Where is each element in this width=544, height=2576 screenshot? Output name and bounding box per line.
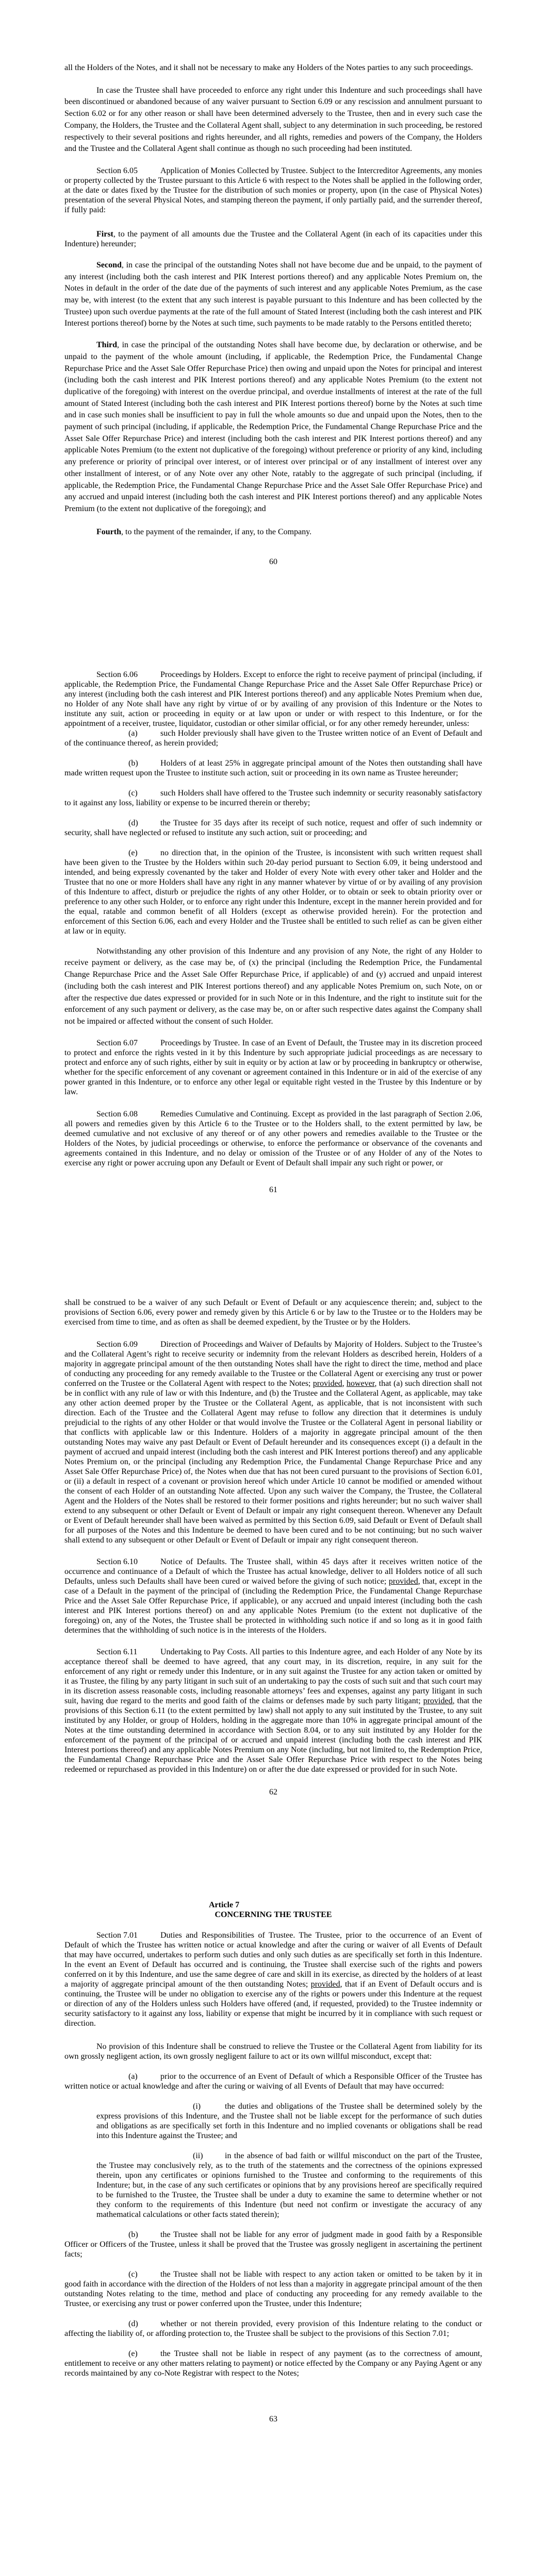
section-text: Duties and Responsibilities of Trustee. The Trustee, prior to the occurrence of an Event of Default of which the Trustee has written notice or actual knowledge and after the curing or waiver of all Events of Default that may have occurred, undertakes to perform such duties and only such duties as are specifically set forth in this Indenture. In the event an Event of Default has occurred and is continuing, the Trustee shall exercise such of the rights and powers conferred on it by this Indenture, and use the same degree of care and skill in its exercise, as directed by the holders of at least a majority of aggregate principal amount of the then outstanding Notes;: [64, 1930, 482, 1989]
underlined-term: provided: [310, 1979, 340, 1989]
section-text: , that if an Event of Default occurs and is continuing, the Trustee will be under no obligation to exercise any of the rights or powers under this Indenture at the request or direction of any of the Holders unless such Holders have offered (and, if requested, provided) to the Trustee indemnity or security satisfactory to it against any loss, liability or expense that might be incurred by it in compliance with such request or direction.: [64, 1979, 482, 2028]
underlined-term: provided: [312, 1379, 342, 1388]
clause-b: [64, 2230, 482, 2259]
section-label: Section 6.05: [96, 166, 138, 175]
underlined-term: provided: [423, 1696, 453, 1705]
section-6-09: [64, 1340, 482, 1545]
subclause-ii: [96, 2151, 482, 2219]
clause-text: the duties and obligations of the Trustee shall be determined solely by the express provisions of this Indenture, and the Trustee shall not be liable except for the performance of such duties and obligations as are specifically set forth in this Indenture and no implied covenants or obligations shall be read into this Indenture against the Trustee; and: [96, 2102, 482, 2140]
clause-b: [64, 758, 482, 778]
section-text: Proceedings by Trustee. In case of an Event of Default, the Trustee may in its discretion proceed to protect and enforce the rights vested in it by this Indenture by such appropriate judicial proceedings as are necessary to protect and enforce any of such rights, either by suit in equity or by action at law or by proceeding in bankruptcy or otherwise, whether for the specific enforcement of any covenant or agreement contained in this Indenture or in aid of the exercise of any power granted in this Indenture, or to enforce any other legal or equitable right vested in the Trustee by this Indenture or by law.: [64, 1038, 482, 1096]
section-text: , that, except in the case of a Default in the payment of the principal of (including the Redemption Price, the Fundamental Change Repurchase Price and the Asset Sale Offer Repurchase Price, if applicable), or any accrued and unpaid interest (including both the cash interest and PIK Interest portions thereof) on and any applicable Notes Premium (to the extent not duplicative of the foregoing) on, any of the Notes, the Trustee shall be protected in withholding such notice if and so long as it in good faith determines that the withholding of such notice is in the interests of the Holders.: [64, 1577, 482, 1635]
section-6-06: [64, 670, 482, 728]
clause-label: (i): [193, 2102, 201, 2111]
clause-text: such Holder previously shall have given to the Trustee written notice of an Event of Default and of the continuance thereof, as herein provided;: [64, 728, 482, 748]
section-label: Section 7.01: [96, 1930, 138, 1940]
clause-text: prior to the occurrence of an Event of Default of which a Responsible Officer of the Trustee has written notice or actual knowledge and after the curing or waiving of all Events of Default that may have occurred:: [64, 2072, 482, 2091]
priority-text: , in case the principal of the outstanding Notes shall not have become due and be unpaid, to the payment of any interest (including both the cash interest and PIK Interest portions thereof) and any applicable Notes Premium on, the Notes in default in the order of the date due of the payments of such interest and any applicable Notes Premium, as the case may be, with interest (to the extent that any such interest is payable pursuant to this Indenture and has been collected by the Trustee) upon such overdue payments at the rate of the full amount of Stated Interest (including both the cash interest and PIK Interest portions thereof) borne by the Notes at such time, such payments to be made ratably to the Persons entitled thereto;: [64, 260, 482, 328]
clause-label: (a): [128, 2072, 138, 2081]
clause-text: whether or not therein provided, every provision of this Indenture relating to the conduct or affecting the liability of, or affording protection to, the Trustee shall be subject to the provisions of this Section 7.01;: [64, 2319, 482, 2338]
section-6-08: [64, 1109, 482, 1168]
page-number: 61: [269, 1185, 277, 1194]
clause-label: (e): [128, 2349, 138, 2358]
section-text: Undertaking to Pay Costs. All parties to this Indenture agree, and each Holder of any Note by its acceptance thereof shall be deemed to have agreed, that any court may, in its discretion, require, in any suit for the enforcement of any right or remedy under this Indenture, or in any suit against the Trustee for any action taken or omitted by it as Trustee, the filing by any party litigant in such suit of an undertaking to pay the costs of such suit and that such court may in its discretion assess reasonable costs, including reasonable attorneys’ fees and expenses, against any party litigant in such suit, having due regard to the merits and good faith of the claims or defenses made by such party litigant;: [64, 1647, 482, 1705]
priority-lead: Second: [96, 260, 122, 269]
section-text: Proceedings by Holders. Except to enforce the right to receive payment of principal (including, if applicable, the Redemption Price, the Fundamental Change Repurchase Price and the Asset Sale Offer Repurchase Price) or any interest (including both the cash interest and PIK Interest portions thereof) and any applicable Notes Premium when due, no Holder of any Note shall have any right by virtue of or by availing of any provision of this Indenture or the Notes to institute any suit, action or proceeding in equity or at law upon or under or with respect to this Indenture, or for the appointment of a receiver, trustee, liquidator, custodian or other similar official, or for any other remedy hereunder, unless:: [64, 670, 482, 728]
section-label: Section 6.09: [96, 1340, 138, 1349]
section-text: Application of Monies Collected by Trustee. Subject to the Intercreditor Agreements, any monies or property collected by the Trustee pursuant to this Article 6 with respect to the Notes shall be applied in the following order, at the date or dates fixed by the Trustee for the distribution of such monies or property, upon (in the case of Physical Notes) presentation of the several Physical Notes, and stamping thereon the payment, if only partially paid, and the surrender thereof, if fully paid:: [64, 166, 482, 214]
clause-c: [64, 2269, 482, 2309]
section-label: Section 6.07: [96, 1038, 138, 1047]
section-text: , that the provisions of this Section 6.11 (to the extent permitted by law) shall not apply to any suit instituted by the Trustee, to any suit instituted by any Holder, or group of Holders, holding in the aggregate more than 10% in aggregate principal amount of the Notes at the time outstanding determined in accordance with Section 8.04, or to any suit instituted by any Holder for the enforcement of the payment of the principal of or accrued and unpaid interest (including both the cash interest and PIK Interest portions thereof) and any applicable Notes Premium on any Note (including, but not limited to, the Redemption Price, the Fundamental Change Repurchase Price and the Asset Sale Offer Repurchase Price with respect to the Notes being redeemed or repurchased as provided in this Indenture) on or after the due date expressed or provided for in such Note.: [64, 1696, 482, 1774]
underlined-term: provided: [388, 1577, 418, 1586]
clause-text: the Trustee for 35 days after its receipt of such notice, request and offer of such indemnity or security, shall have neglected or refused to institute any such action, suit or proceeding; and: [64, 818, 482, 837]
section-6-05: [64, 166, 482, 215]
clause-label: (b): [128, 758, 138, 768]
clause-label: (ii): [193, 2151, 203, 2160]
clause-label: (c): [128, 788, 138, 798]
section-7-01: [64, 1930, 482, 2028]
document: [64, 0, 482, 2455]
priority-third: [64, 340, 482, 515]
underlined-term: however: [347, 1379, 375, 1388]
paragraph-no-provision: No provision of this Indenture shall be construed to relieve the Trustee or the Collateral Agent from liability for its own grossly negligent action, its own grossly negligent failure to act or its own willful misconduct, except that:: [64, 2042, 482, 2061]
paragraph-continuation: shall be construed to be a waiver of any such Default or Event of Default or any acquiescence therein; and, subject to the provisions of Section 6.06, every power and remedy given by this Article 6 or by law to the Trustee or to the Holders may be exercised from time to time, and as often as shall be deemed expedient, by the Trustee or by the Holders.: [64, 1298, 482, 1327]
priority-text: , to the payment of all amounts due the Trustee and the Collateral Agent (in each of its capacities under this Indenture) hereunder;: [64, 229, 482, 248]
clause-text: the Trustee shall not be liable for any error of judgment made in good faith by a Responsible Officer or Officers of the Trustee, unless it shall be proved that the Trustee was grossly negligent in ascertaining the pertinent facts;: [64, 2230, 482, 2259]
clause-text: the Trustee shall not be liable with respect to any action taken or omitted to be taken by it in good faith in accordance with the direction of the Holders of not less than a majority in aggregate principal amount of the then outstanding Notes relating to the time, method and place of conducting any proceeding for any remedy available to the Trustee, or exercising any trust or power conferred upon the Trustee, under this Indenture;: [64, 2269, 482, 2308]
subclause-i: [96, 2102, 482, 2141]
clause-text: such Holders shall have offered to the Trustee such indemnity or security reasonably satisfactory to it against any loss, liability or expense to be incurred therein or thereby;: [64, 788, 482, 807]
paragraph-restoration: In case the Trustee shall have proceeded to enforce any right under this Indenture and such proceedings shall have been discontinued or abandoned because of any waiver pursuant to Section 6.09 or any rescission and annulment pursuant to Section 6.02 or for any other reason or shall have been determined adversely to the Trustee, then and in every such case the Company, the Holders, the Trustee and the Collateral Agent shall, subject to any determination in such proceeding, be restored respectively to their several positions and rights hereunder, and all rights, remedies and powers of the Company, the Holders and the Trustee and the Collateral Agent shall continue as though no such proceeding had been instituted.: [64, 86, 482, 154]
priority-lead: Third: [96, 341, 118, 350]
section-label: Section 6.10: [96, 1557, 138, 1566]
clause-text: no direction that, in the opinion of the Trustee, is inconsistent with such written request shall have been given to the Trustee by the Holders within such 20-day period pursuant to Section 6.09, it being understood and intended, and being expressly covenanted by the taker and Holder of every Note with every other taker and Holder and the Trustee that no one or more Holders shall have any right in any manner whatever by virtue of or by availing of any provision of this Indenture to affect, disturb or prejudice the rights of any other Holder, or to obtain or seek to obtain priority over or preference to any other such Holder, or to enforce any right under this Indenture, except in the manner herein provided and for the equal, ratable and common benefit of all Holders (except as otherwise provided herein). For the protection and enforcement of this Section 6.06, each and every Holder and the Trustee shall be entitled to such relief as can be given either at law or in equity.: [64, 848, 482, 936]
section-text: Direction of Proceedings and Waiver of Defaults by Majority of Holders. Subject to the Trustee’s and the Collateral Agent’s right to receive security or indemnity from the relevant Holders as described herein, Holders of a majority in aggregate principal amount of the then outstanding Notes shall have the right to direct the time, method and place of conducting any proceeding for any remedy available to the Trustee or the Collateral Agent or exercising any trust or power conferred on the Trustee or the Collateral Agent with respect to the Notes;: [64, 1340, 482, 1388]
page-number: 62: [269, 1787, 277, 1797]
clause-d: [64, 2319, 482, 2338]
priority-text: , in case the principal of the outstanding Notes shall have become due, by declaration or otherwise, and be unpaid to the payment of the whole amount (including, if applicable, the Redemption Price, the Fundamental Change Repurchase Price and the Asset Sale Offer Repurchase Price) then owing and unpaid upon the Notes for principal and interest (including both the cash interest and PIK Interest portions thereof) and any applicable Notes Premium (to the extent not duplicative of the foregoing) with interest on the overdue principal, and overdue installments of interest at the rate of the full amount of Stated Interest (including both the cash interest and PIK Interest portions thereof) borne by the Notes at such time and in case such monies shall be insufficient to pay in full the whole amounts so due and unpaid upon the Notes, then to the payment of such principal (including, if applicable, the Redemption Price, the Fundamental Change Repurchase Price and the Asset Sale Offer Repurchase Price) and interest (including both the cash interest and PIK Interest portions thereof) and any applicable Notes Premium (to the extent not duplicative of the foregoing) without preference or priority of any kind, including any preference or priority of principal over interest, or of interest over principal or of any installment of interest over any other installment of interest, or of any Note over any other Note, ratably to the aggregate of such principal (including, if applicable, the Redemption Price, the Fundamental Change Repurchase Price and the Asset Sale Offer Repurchase Price) and any accrued and unpaid interest (including both the cash interest and PIK Interest portions thereof) and any applicable Notes Premium (to the extent not duplicative of the foregoing); and: [64, 341, 482, 513]
section-6-11: [64, 1647, 482, 1774]
clause-e: [64, 848, 482, 936]
priority-lead: Fourth: [96, 527, 121, 536]
clause-label: (d): [128, 2319, 138, 2328]
clause-label: (b): [128, 2230, 138, 2239]
section-text: Notice of Defaults. The Trustee shall, within 45 days after it receives written notice of the occurrence and continuance of a Default of which the Trustee has actual knowledge, deliver to all Holders notice of all such Defaults, unless such Defaults shall have been cured or waived before the giving of such notice;: [64, 1557, 482, 1586]
priority-text: , to the payment of the remainder, if any, to the Company.: [121, 527, 312, 536]
clause-label: (a): [128, 728, 138, 738]
section-text: , that (a) such direction shall not be in conflict with any rule of law or with this Indenture, and (b) the Trustee and the Collateral Agent, as applicable, may take any other action deemed proper by the Trustee or the Collateral Agent, as applicable, that is not inconsistent with such direction. Each of the Trustee and the Collateral Agent may refuse to follow any direction that it determines is unduly prejudicial to the rights of any other Holder or that would involve the Trustee or the Collateral Agent in personal liability or that conflicts with applicable law or this Indenture. Holders of a majority in aggregate principal amount of the then outstanding Notes may waive any past Default or Event of Default hereunder and its consequences except (i) a default in the payment of accrued and unpaid interest (including both the cash interest and PIK Interest portions thereof) and any applicable Notes Premium on, or the principal (including any Redemption Price, the Fundamental Change Repurchase Price and any Asset Sale Offer Repurchase Price) of, the Notes when due that has not been cured pursuant to the provisions of Section 6.01, or (ii) a default in respect of a covenant or provision hereof which under Article 10 cannot be modified or amended without the consent of each Holder of an outstanding Note affected. Upon any such waiver the Company, the Trustee, the Collateral Agent and the Holders of the Notes shall be restored to their former positions and rights hereunder; but no such waiver shall extend to any subsequent or other Default or Event of Default or impair any right consequent thereon. Whenever any Default or Event of Default hereunder shall have been waived as permitted by this Section 6.09, said Default or Event of Default shall for all purposes of the Notes and this Indenture be deemed to have been cured and to be not continuing; but no such waiver shall extend to any subsequent or other Default or Event of Default or impair any right consequent thereon.: [64, 1379, 483, 1545]
priority-fourth: [64, 527, 482, 537]
section-text: Remedies Cumulative and Continuing. Except as provided in the last paragraph of Section 2.06, all powers and remedies given by this Article 6 to the Trustee or to the Holders shall, to the extent permitted by law, be deemed cumulative and not exclusive of any thereof or of any other powers and remedies available to the Trustee or the Holders of the Notes, by judicial proceedings or otherwise, to enforce the performance or observance of the covenants and agreements contained in this Indenture, and no delay or omission of the Trustee or of any Holder of any of the Notes to exercise any right or power accruing upon any Default or Event of Default shall impair any such right or power, or: [64, 1109, 482, 1167]
clause-text: in the absence of bad faith or willful misconduct on the part of the Trustee, the Trustee may conclusively rely, as to the truth of the statements and the correctness of the opinions expressed therein, upon any certificates or opinions furnished to the Trustee and conforming to the requirements of this Indenture; but, in the case of any such certificates or opinions that by any provisions hereof are specifically required to be furnished to the Trustee, the Trustee shall be under a duty to examine the same to determine whether or not they conform to the requirements of this Indenture (but need not confirm or investigate the accuracy of any mathematical calculations or other facts stated therein);: [96, 2151, 482, 2219]
paragraph-notwithstanding: Notwithstanding any other provision of this Indenture and any provision of any Note, the right of any Holder to receive payment or delivery, as the case may be, of (x) the principal (including the Redemption Price, the Fundamental Change Repurchase Price and the Asset Sale Offer Repurchase Price, if applicable) of and (y) accrued and unpaid interest (including both the cash interest and PIK Interest portions thereof) and any applicable Notes Premium on, such Note, on or after the respective due dates expressed or provided for in such Note or in this Indenture, and the right to institute suit for the enforcement of any such payment or delivery, as the case may be, on or after such respective dates against the Company shall not be impaired or affected without the consent of such Holder.: [64, 946, 482, 1026]
section-6-07: [64, 1038, 482, 1097]
page-number: 63: [269, 2414, 277, 2424]
page-number: 60: [269, 557, 277, 566]
section-6-10: [64, 1557, 482, 1635]
clause-c: [64, 788, 482, 808]
priority-first: [64, 229, 482, 249]
section-label: Section 6.11: [96, 1647, 138, 1656]
clause-a: [64, 728, 482, 748]
clause-label: (c): [128, 2269, 138, 2279]
clause-e: [64, 2349, 482, 2378]
clause-label: (d): [128, 818, 138, 827]
clause-text: Holders of at least 25% in aggregate principal amount of the Notes then outstanding shall have made written request upon the Trustee to institute such action, suit or proceeding in its own name as Trustee hereunder;: [64, 758, 482, 777]
clause-a: [64, 2072, 482, 2091]
section-label: Section 6.06: [96, 670, 138, 679]
section-text: ,: [342, 1379, 347, 1388]
article-title: CONCERNING THE TRUSTEE: [215, 1910, 332, 1919]
paragraph-continuation: all the Holders of the Notes, and it shall not be necessary to make any Holders of the Notes parties to any such proceedings.: [64, 63, 473, 72]
clause-text: the Trustee shall not be liable in respect of any payment (as to the correctness of amount, entitlement to receive or any other matters relating to payment) or notice effected by the Company or any Paying Agent or any records maintained by any co-Note Registrar with respect to the Notes;: [64, 2349, 482, 2378]
clause-label: (e): [128, 848, 138, 857]
priority-second: [64, 260, 482, 330]
clause-d: [64, 818, 482, 838]
section-label: Section 6.08: [96, 1109, 138, 1118]
priority-lead: First: [96, 229, 113, 239]
article-number: Article 7: [209, 1900, 240, 1909]
